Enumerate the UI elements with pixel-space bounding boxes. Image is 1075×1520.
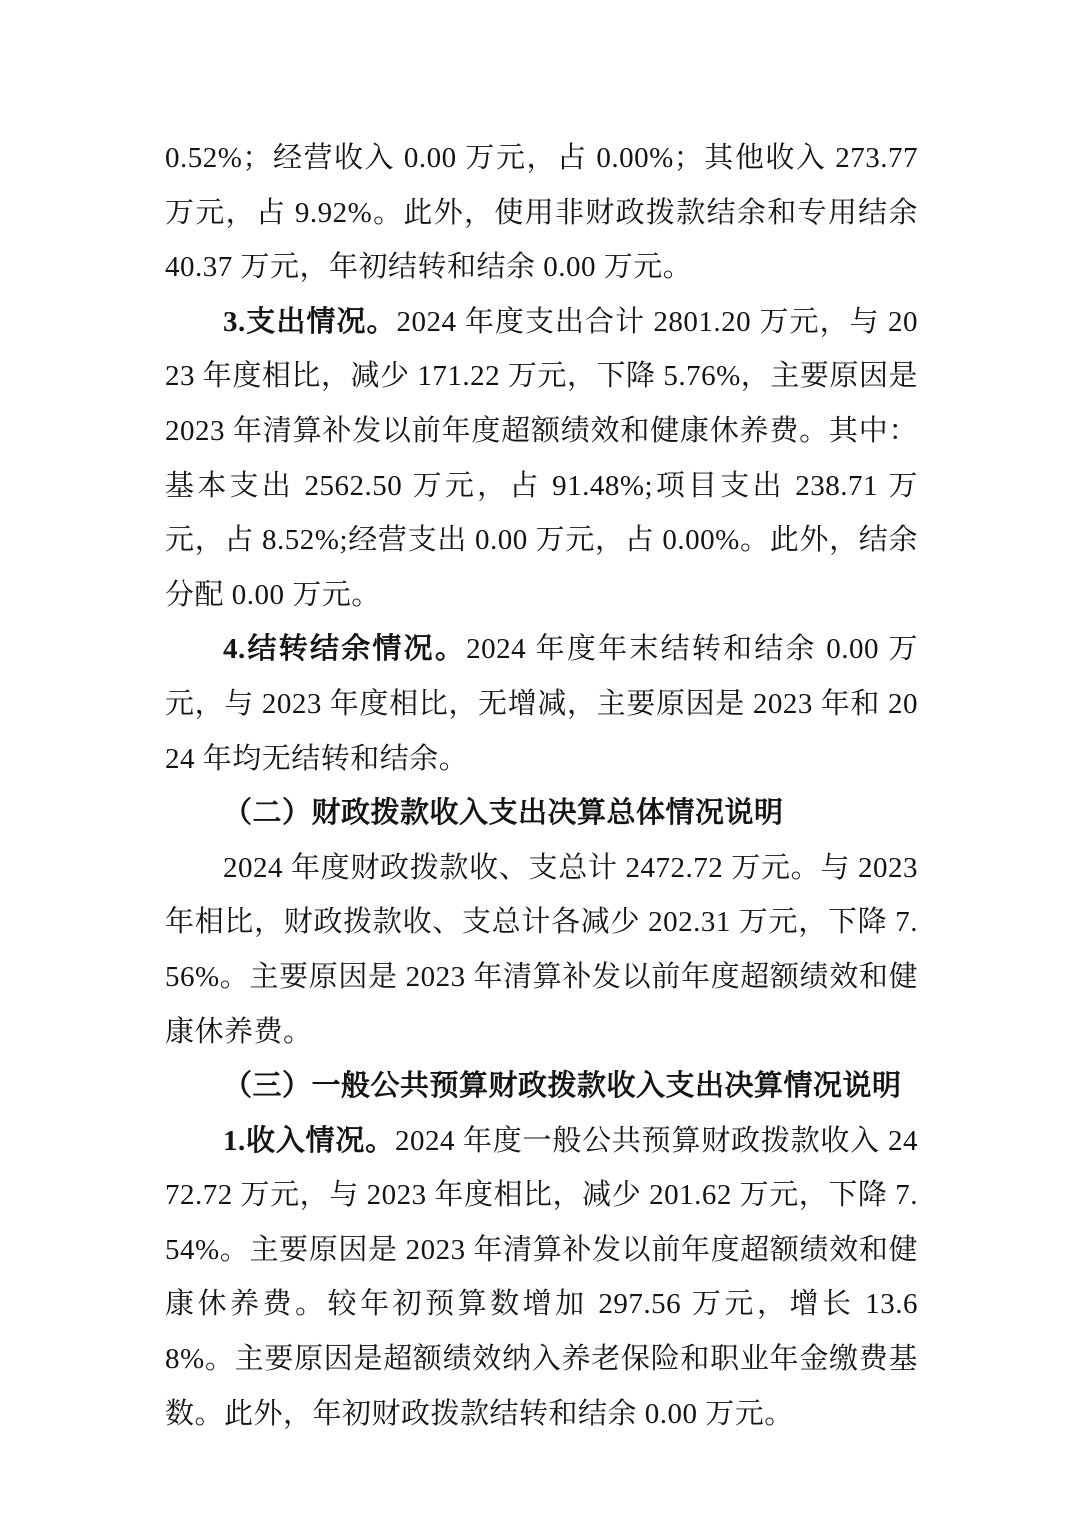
paragraph-lead-bold: （三）一般公共预算财政拨款收入支出决算情况说明 <box>223 1070 902 1103</box>
paragraph-text: 2024 年度年末结转和结余 0.00 万元，与 2023 年度相比，无增减，主要原因是 2023 年和 2024 年均无结转和结余。 <box>165 633 918 775</box>
paragraph-lead-bold: 1.收入情况。 <box>223 1124 395 1157</box>
section-heading <box>165 786 918 841</box>
paragraph-lead-bold: （二）财政拨款收入支出决算总体情况说明 <box>223 797 784 830</box>
paragraph-text: 2024 年度支出合计 2801.20 万元，与 2023 年度相比，减少 171.22 万元，下降 5.76%，主要原因是 2023 年清算补发以前年度超额绩效和健康休养费。其中：基本支出 2562.50 万元，占 91.48%;项目支出 238.71 万元，占 8.52%;经营支出 0.00 万元，占 0.00%。此外，结余分配 0.00 万元。 <box>165 305 918 611</box>
body-paragraph <box>165 841 918 1059</box>
body-paragraph <box>165 1114 918 1442</box>
paragraph-lead-bold: 4.结转结余情况。 <box>223 633 467 666</box>
body-paragraph <box>165 131 918 295</box>
body-paragraph <box>165 295 918 623</box>
section-heading <box>165 1059 918 1114</box>
paragraph-lead-bold: 3.支出情况。 <box>223 305 397 338</box>
body-paragraph <box>165 622 918 786</box>
document-body <box>165 131 918 1441</box>
paragraph-text: 2024 年度财政拨款收、支总计 2472.72 万元。与 2023 年相比，财政拨款收、支总计各减少 202.31 万元，下降 7.56%。主要原因是 2023 年清算补发以前年度超额绩效和健康休养费。 <box>165 851 918 1048</box>
paragraph-text: 0.52%；经营收入 0.00 万元，占 0.00%；其他收入 273.77 万元，占 9.92%。此外，使用非财政拨款结余和专用结余 40.37 万元，年初结转和结余 0.00 万元。 <box>165 142 918 284</box>
paragraph-text: 2024 年度一般公共预算财政拨款收入 2472.72 万元，与 2023 年度相比，减少 201.62 万元，下降 7.54%。主要原因是 2023 年清算补发以前年度超额绩效和健康休养费。较年初预算数增加 297.56 万元，增长 13.68%。主要原因是超额绩效纳入养老保险和职业年金缴费基数。此外，年初财政拨款结转和结余 0.00 万元。 <box>165 1124 918 1430</box>
